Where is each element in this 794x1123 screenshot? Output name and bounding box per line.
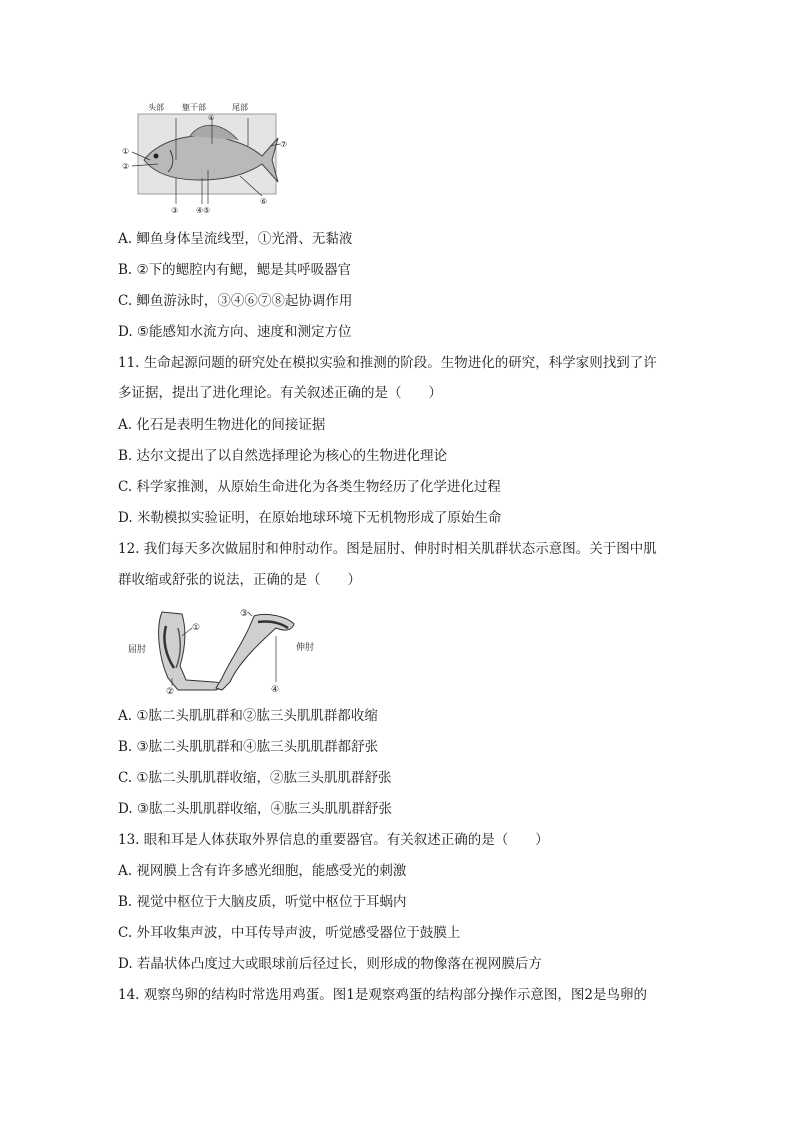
fish-label-6: ⑥ bbox=[260, 197, 268, 206]
q13-stem-line-1: 13. 眼和耳是人体获取外界信息的重要器官。有关叙述正确的是（ ） bbox=[118, 832, 549, 848]
arm-label-4: ④ bbox=[271, 685, 280, 695]
q11-stem-line-2: 多证据，提出了进化理论。有关叙述正确的是（ ） bbox=[118, 385, 442, 401]
q10-option-a: A. 鲫鱼身体呈流线型，①光滑、无黏液 bbox=[118, 231, 353, 247]
q12-stem-line-1: 12. 我们每天多次做屈肘和伸肘动作。图是屈肘、伸肘时相关肌群状态示意图。关于图中肌 bbox=[118, 541, 657, 557]
fish-label-trunk: 躯干部 bbox=[182, 103, 206, 112]
fish-label-7: ⑦ bbox=[280, 140, 288, 149]
q12-option-c: C. ①肱二头肌肌群收缩，②肱三头肌肌群舒张 bbox=[118, 770, 392, 786]
arm-figure bbox=[126, 606, 326, 696]
q11-option-a: A. 化石是表明生物进化的间接证据 bbox=[118, 417, 326, 433]
fish-figure bbox=[120, 100, 292, 218]
q13-option-d: D. 若晶状体凸度过大或眼球前后径过长，则形成的物像落在视网膜后方 bbox=[118, 956, 542, 972]
q13-option-b: B. 视觉中枢位于大脑皮质，听觉中枢位于耳蜗内 bbox=[118, 894, 407, 910]
fish-label-head: 头部 bbox=[148, 103, 164, 112]
q13-option-c: C. 外耳收集声波，中耳传导声波，听觉感受器位于鼓膜上 bbox=[118, 925, 461, 941]
q11-option-c: C. 科学家推测，从原始生命进化为各类生物经历了化学进化过程 bbox=[118, 479, 501, 495]
q11-stem-line-1: 11. 生命起源问题的研究处在模拟实验和推测的阶段。生物进化的研究，科学家则找到了许 bbox=[118, 355, 657, 371]
arm-label-extend: 伸肘 bbox=[296, 643, 315, 653]
q10-option-d: D. ⑤能感知水流方向、速度和测定方位 bbox=[118, 324, 352, 340]
fish-label-4-top: ④ bbox=[208, 114, 215, 122]
arm-label-flex: 屈肘 bbox=[128, 645, 147, 655]
q11-option-b: B. 达尔文提出了以自然选择理论为核心的生物进化理论 bbox=[118, 448, 448, 464]
arm-label-2: ② bbox=[166, 687, 175, 696]
q12-option-b: B. ③肱二头肌肌群和④肱三头肌肌群都舒张 bbox=[118, 739, 379, 755]
fish-label-2: ② bbox=[122, 162, 130, 171]
fish-label-3: ③ bbox=[171, 206, 179, 215]
q13-option-a: A. 视网膜上含有许多感光细胞，能感受光的刺激 bbox=[118, 863, 407, 879]
arm-diagram bbox=[126, 606, 326, 696]
q12-stem-line-2: 群收缩或舒张的说法，正确的是（ ） bbox=[118, 572, 361, 588]
fish-label-1: ① bbox=[122, 147, 130, 156]
q12-option-a: A. ①肱二头肌肌群和②肱三头肌肌群都收缩 bbox=[118, 708, 378, 724]
q14-stem-line-1: 14. 观察鸟卵的结构时常选用鸡蛋。图1是观察鸡蛋的结构部分操作示意图，图2是鸟卵的 bbox=[118, 987, 647, 1003]
q10-option-b: B. ②下的鳃腔内有鳃，鳃是其呼吸器官 bbox=[118, 262, 352, 278]
fish-label-45: ④⑤ bbox=[196, 206, 211, 215]
arm-label-3: ③ bbox=[240, 609, 249, 619]
arm-label-1: ① bbox=[192, 623, 201, 633]
fish-diagram bbox=[120, 100, 292, 218]
q11-option-d: D. 米勒模拟实验证明，在原始地球环境下无机物形成了原始生命 bbox=[118, 510, 502, 526]
fish-label-tail: 尾部 bbox=[232, 103, 248, 112]
q10-option-c: C. 鲫鱼游泳时，③④⑥⑦⑧起协调作用 bbox=[118, 293, 353, 309]
q12-option-d: D. ③肱二头肌肌群收缩，④肱三头肌肌群舒张 bbox=[118, 801, 393, 817]
